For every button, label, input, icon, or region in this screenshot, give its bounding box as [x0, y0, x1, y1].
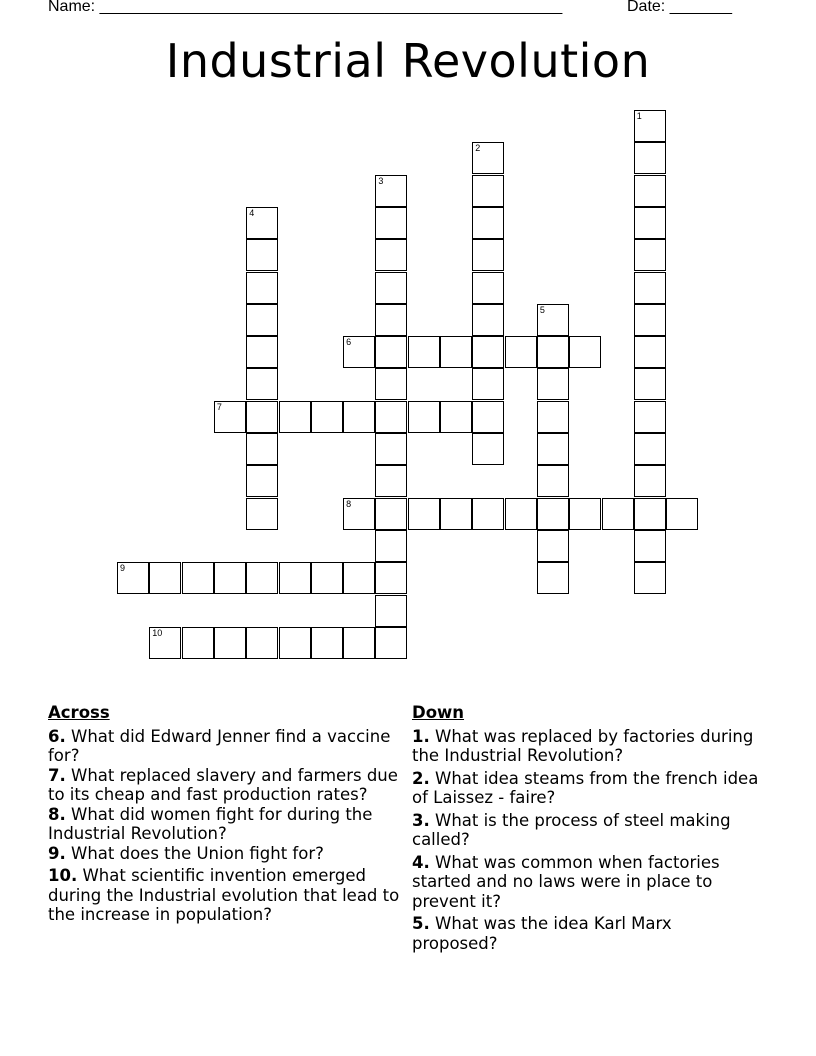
grid-cell[interactable] [408, 498, 440, 530]
grid-cell[interactable] [440, 336, 472, 368]
clue-number: 8. [48, 804, 66, 824]
clue-number: 5. [412, 914, 430, 933]
grid-cell[interactable] [375, 595, 407, 627]
across-clue [48, 844, 408, 864]
down-clue [412, 727, 762, 766]
grid-cell[interactable] [634, 175, 666, 207]
grid-cell[interactable] [343, 627, 375, 659]
grid-cell[interactable] [343, 498, 375, 530]
grid-cell[interactable] [634, 272, 666, 304]
clue-text: What was replaced by factories during the Industrial Revolution? [412, 726, 754, 765]
grid-cell[interactable] [246, 465, 278, 497]
grid-cell[interactable] [246, 401, 278, 433]
grid-cell[interactable] [472, 304, 504, 336]
grid-cell[interactable] [375, 498, 407, 530]
grid-cell[interactable] [246, 368, 278, 400]
grid-cell[interactable] [537, 465, 569, 497]
grid-cell[interactable] [375, 175, 407, 207]
clue-number-label: 9 [120, 563, 126, 574]
grid-cell[interactable] [666, 498, 698, 530]
grid-cell[interactable] [375, 304, 407, 336]
clue-number-label: 3 [378, 175, 384, 186]
grid-cell[interactable] [472, 207, 504, 239]
down-heading: Down [412, 703, 465, 722]
grid-cell[interactable] [246, 304, 278, 336]
grid-cell[interactable] [505, 336, 537, 368]
clue-number-label: 4 [249, 207, 255, 218]
grid-cell[interactable] [279, 401, 311, 433]
down-clue [412, 853, 762, 912]
grid-cell[interactable] [375, 562, 407, 594]
grid-cell[interactable] [214, 401, 246, 433]
clue-number-label: 10 [152, 627, 163, 638]
down-clue [412, 769, 762, 808]
grid-cell[interactable] [634, 110, 666, 142]
clue-text: What replaced slavery and farmers due to its cheap and fast production rates? [48, 765, 398, 804]
down-clues [412, 703, 762, 956]
grid-cell[interactable] [343, 336, 375, 368]
across-clue [48, 866, 408, 925]
across-clue [48, 766, 408, 805]
grid-cell[interactable] [472, 433, 504, 465]
grid-cell[interactable] [537, 401, 569, 433]
grid-cell[interactable] [634, 433, 666, 465]
grid-cell[interactable] [182, 562, 214, 594]
grid-cell[interactable] [375, 627, 407, 659]
grid-cell[interactable] [634, 530, 666, 562]
grid-cell[interactable] [375, 530, 407, 562]
grid-cell[interactable] [246, 562, 278, 594]
clue-number: 10. [48, 866, 78, 885]
grid-cell[interactable] [311, 627, 343, 659]
grid-cell[interactable] [634, 142, 666, 174]
clue-text: What idea steams from the french idea of Laissez - faire? [412, 768, 759, 807]
clue-number: 4. [412, 852, 430, 872]
clue-number-label: 8 [346, 498, 352, 509]
grid-cell[interactable] [505, 498, 537, 530]
grid-cell[interactable] [375, 433, 407, 465]
grid-cell[interactable] [375, 465, 407, 497]
grid-cell[interactable] [472, 239, 504, 271]
clue-number: 1. [412, 726, 430, 746]
grid-cell[interactable] [537, 530, 569, 562]
clue-number-label: 7 [216, 401, 222, 412]
grid-cell[interactable] [472, 175, 504, 207]
grid-cell[interactable] [472, 272, 504, 304]
grid-cell[interactable] [472, 142, 504, 174]
across-heading: Across [48, 703, 110, 722]
grid-cell[interactable] [408, 336, 440, 368]
grid-cell[interactable] [569, 498, 601, 530]
clue-text: What is the process of steel making called? [412, 810, 731, 849]
puzzle-title: Industrial Revolution [165, 34, 651, 88]
grid-cell[interactable] [634, 401, 666, 433]
across-clue [48, 805, 408, 844]
grid-cell[interactable] [246, 207, 278, 239]
grid-cell[interactable] [214, 562, 246, 594]
grid-cell[interactable] [537, 368, 569, 400]
grid-cell[interactable] [634, 562, 666, 594]
clue-number-label: 5 [539, 304, 545, 315]
clue-text: What did women fight for during the Industrial Revolution? [48, 804, 373, 843]
grid-cell[interactable] [279, 627, 311, 659]
grid-cell[interactable] [246, 336, 278, 368]
grid-cell[interactable] [634, 465, 666, 497]
grid-cell[interactable] [214, 627, 246, 659]
grid-cell[interactable] [472, 498, 504, 530]
grid-cell[interactable] [472, 401, 504, 433]
grid-cell[interactable] [634, 207, 666, 239]
clue-number-label: 6 [346, 337, 352, 348]
clue-number: 7. [48, 765, 66, 785]
grid-cell[interactable] [375, 368, 407, 400]
grid-cell[interactable] [440, 498, 472, 530]
clue-text: What was the idea Karl Marx proposed? [412, 914, 672, 953]
grid-cell[interactable] [537, 498, 569, 530]
clue-number: 2. [412, 768, 430, 788]
grid-cell[interactable] [246, 498, 278, 530]
grid-cell[interactable] [634, 239, 666, 271]
down-clue [412, 811, 762, 850]
grid-cell[interactable] [375, 401, 407, 433]
grid-cell[interactable] [634, 498, 666, 530]
grid-cell[interactable] [537, 562, 569, 594]
grid-cell[interactable] [279, 562, 311, 594]
clue-number-label: 2 [475, 143, 481, 154]
clue-text: What did Edward Jenner find a vaccine for? [48, 726, 391, 765]
down-clue [412, 914, 762, 953]
grid-cell[interactable] [634, 304, 666, 336]
grid-cell[interactable] [375, 336, 407, 368]
clue-number: 3. [412, 810, 430, 830]
grid-cell[interactable] [149, 562, 181, 594]
clue-text: What scientific invention emerged during the Industrial evolution that lead to the increase in population? [48, 866, 400, 924]
grid-cell[interactable] [375, 239, 407, 271]
grid-cell[interactable] [149, 627, 181, 659]
grid-cell[interactable] [375, 207, 407, 239]
grid-cell[interactable] [472, 336, 504, 368]
grid-cell[interactable] [602, 498, 634, 530]
name-field-label: Name: ____________________________________________________ [48, 0, 563, 15]
clue-number-label: 1 [636, 111, 642, 121]
grid-cell[interactable] [569, 336, 601, 368]
grid-cell[interactable] [537, 433, 569, 465]
grid-cell[interactable] [537, 336, 569, 368]
grid-cell[interactable] [117, 562, 149, 594]
date-field-label: Date: _______ [627, 0, 732, 15]
clue-number: 6. [48, 726, 66, 746]
grid-cell[interactable] [246, 627, 278, 659]
grid-cell[interactable] [343, 401, 375, 433]
clue-text: What does the Union fight for? [71, 843, 324, 863]
grid-cell[interactable] [246, 433, 278, 465]
grid-cell[interactable] [375, 272, 407, 304]
grid-cell[interactable] [537, 304, 569, 336]
grid-cell[interactable] [343, 562, 375, 594]
grid-cell[interactable] [246, 272, 278, 304]
grid-cell[interactable] [440, 401, 472, 433]
grid-cell[interactable] [182, 627, 214, 659]
grid-cell[interactable] [472, 368, 504, 400]
clue-text: What was common when factories started and no laws were in place to prevent it? [412, 852, 720, 911]
grid-cell[interactable] [408, 401, 440, 433]
across-clues [48, 703, 408, 925]
clue-number: 9. [48, 843, 66, 863]
grid-cell[interactable] [634, 368, 666, 400]
grid-cell[interactable] [246, 239, 278, 271]
grid-cell[interactable] [311, 562, 343, 594]
across-clue [48, 727, 408, 766]
grid-cell[interactable] [311, 401, 343, 433]
grid-cell[interactable] [634, 336, 666, 368]
